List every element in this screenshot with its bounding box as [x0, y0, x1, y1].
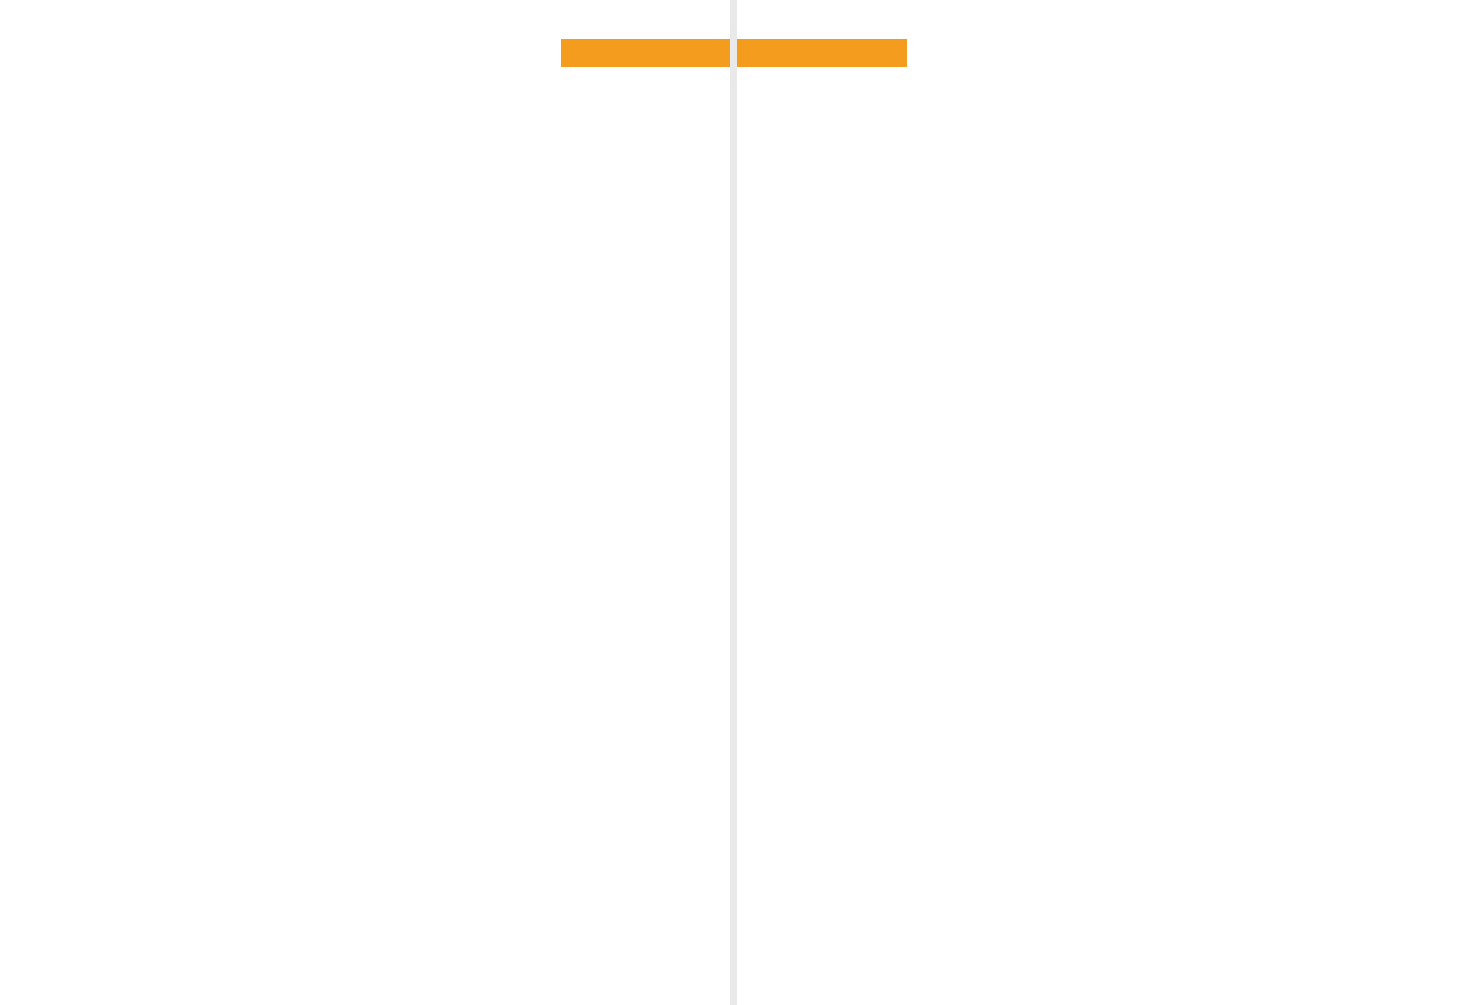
page-number-bar-right [737, 39, 907, 67]
page-gutter-divider [730, 0, 737, 1005]
page-number-bar-left [561, 39, 730, 67]
